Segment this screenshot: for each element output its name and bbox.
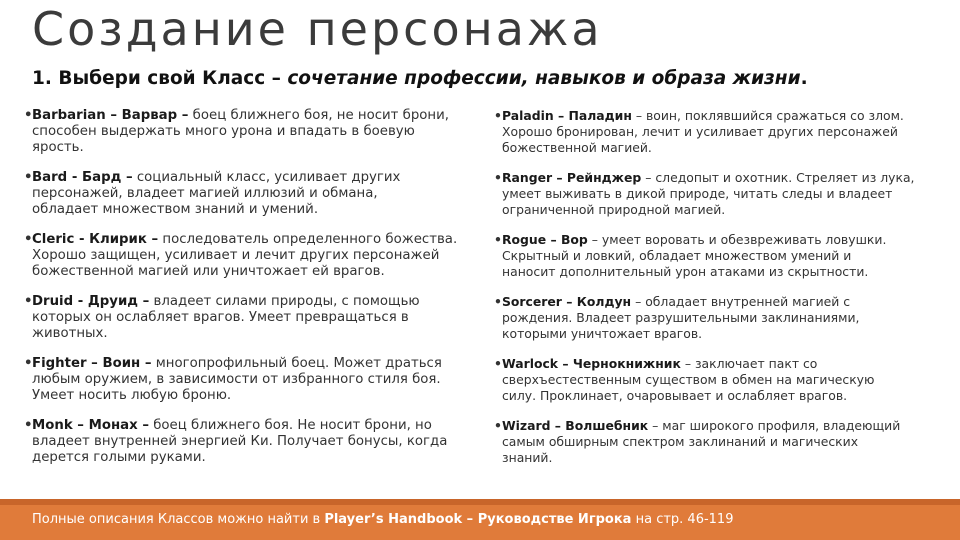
class-desc-line: социальный класс, усиливает других: [136, 170, 401, 185]
class-term: Wizard – Волшебник: [502, 418, 649, 433]
class-item-paladin: [494, 108, 944, 170]
class-desc-line: Хорошо защищен, усиливает и лечит других персонажей: [32, 248, 440, 263]
footer: [0, 499, 960, 540]
class-desc-line: боец ближнего боя. Не носит брони, но: [153, 418, 432, 433]
bullet: •: [494, 356, 502, 371]
class-term: Paladin – Паладин: [502, 108, 632, 123]
class-desc-line: сверхъестественным существом в обмен на магическую: [502, 372, 875, 387]
class-item-fighter: [24, 356, 484, 418]
class-term: Warlock – Чернокнижник: [502, 356, 681, 371]
class-desc-line: любым оружием, в зависимости от избранного стиля боя.: [32, 372, 441, 387]
bullet: •: [494, 232, 502, 247]
footer-prefix: Полные описания Классов можно найти в: [32, 512, 321, 527]
class-desc-line: – воин, поклявшийся сражаться со злом.: [635, 108, 904, 123]
class-term: Sorcerer – Колдун: [502, 294, 632, 309]
slide-title: Создание персонажа: [32, 2, 603, 56]
class-desc-line: способен выдержать много урона и впадать в боевую: [32, 124, 415, 139]
class-desc-line: животных.: [32, 326, 108, 341]
class-desc-line: которыми уничтожает врагов.: [502, 326, 703, 341]
class-desc-line: – следопыт и охотник. Стреляет из лука,: [645, 170, 915, 185]
class-desc-line: божественной магией.: [502, 140, 652, 155]
class-term: Cleric - Клирик –: [32, 232, 159, 247]
footer-suffix: на стр. 46-119: [635, 512, 734, 527]
class-desc-line: ярость.: [32, 140, 84, 155]
class-desc-line: силу. Проклинает, очаровывает и ослабляет врагов.: [502, 388, 848, 403]
class-term: Monk – Монах –: [32, 418, 149, 433]
class-desc-line: – обладает внутренней магией с: [635, 294, 851, 309]
subtitle-lead: 1. Выбери свой Класс –: [32, 68, 281, 89]
class-item-ranger: [494, 170, 944, 232]
class-desc-line: Хорошо бронирован, лечит и усиливает других персонажей: [502, 124, 898, 139]
subtitle-emphasis: сочетание профессии, навыков и образа жизни: [287, 68, 801, 89]
right-class-list: [494, 108, 944, 480]
subtitle-tail: .: [800, 68, 808, 89]
class-term: Druid - Друид –: [32, 294, 150, 309]
class-item-bard: [24, 170, 484, 232]
class-desc-line: – умеет воровать и обезвреживать ловушки.: [591, 232, 887, 247]
class-item-rogue: [494, 232, 944, 294]
class-term: Barbarian – Варвар –: [32, 108, 189, 123]
class-desc-line: – маг широкого профиля, владеющий: [652, 418, 901, 433]
class-desc-line: обладает множеством знаний и умений.: [32, 202, 319, 217]
bullet: •: [24, 108, 33, 123]
class-desc-line: наносит дополнительный урон атаками из скрытности.: [502, 264, 869, 279]
class-desc-line: боец ближнего боя, не носит брони,: [192, 108, 449, 123]
class-desc-line: которых он ослабляет врагов. Умеет превращаться в: [32, 310, 409, 325]
bullet: •: [24, 356, 33, 371]
class-item-wizard: [494, 418, 944, 480]
bullet: •: [494, 294, 502, 309]
class-desc-line: божественной магией или уничтожает ей врагов.: [32, 264, 385, 279]
class-desc-line: Умеет носить любую броню.: [32, 388, 232, 403]
class-desc-line: многопрофильный боец. Может драться: [155, 356, 442, 371]
class-item-sorcerer: [494, 294, 944, 356]
bullet: •: [24, 418, 33, 433]
class-desc-line: Скрытный и ловкий, обладает множеством умений и: [502, 248, 852, 263]
class-item-monk: [24, 418, 484, 480]
class-term: Fighter – Воин –: [32, 356, 152, 371]
footer-text: [32, 512, 733, 527]
class-desc-line: – заключает пакт со: [684, 356, 818, 371]
class-desc-line: ограниченной природной магией.: [502, 202, 726, 217]
bullet: •: [24, 232, 33, 247]
footer-book-title: Player’s Handbook – Руководстве Игрока: [324, 512, 632, 527]
class-item-barbarian: [24, 108, 484, 170]
class-desc-line: последователь определенного божества.: [162, 232, 458, 247]
class-desc-line: персонажей, владеет магией иллюзий и обмана,: [32, 186, 378, 201]
class-term: Rogue – Вор: [502, 232, 588, 247]
class-desc-line: знаний.: [502, 450, 553, 465]
class-desc-line: умеет выживать в дикой природе, читать следы и владеет: [502, 186, 893, 201]
class-desc-line: владеет внутренней энергией Ки. Получает бонусы, когда: [32, 434, 448, 449]
bullet: •: [24, 170, 33, 185]
class-desc-line: рождения. Владеет разрушительными заклинаниями,: [502, 310, 860, 325]
class-item-warlock: [494, 356, 944, 418]
class-desc-line: владеет силами природы, с помощью: [153, 294, 420, 309]
class-desc-line: самым обширным спектром заклинаний и магических: [502, 434, 859, 449]
slide-subtitle: [32, 68, 808, 89]
class-term: Ranger – Рейнджер: [502, 170, 642, 185]
bullet: •: [24, 294, 33, 309]
bullet: •: [494, 108, 502, 123]
class-desc-line: дерется голыми руками.: [32, 450, 206, 465]
bullet: •: [494, 170, 502, 185]
class-item-druid: [24, 294, 484, 356]
class-term: Bard - Бард –: [32, 170, 133, 185]
bullet: •: [494, 418, 502, 433]
class-item-cleric: [24, 232, 484, 294]
left-class-list: [24, 108, 484, 480]
